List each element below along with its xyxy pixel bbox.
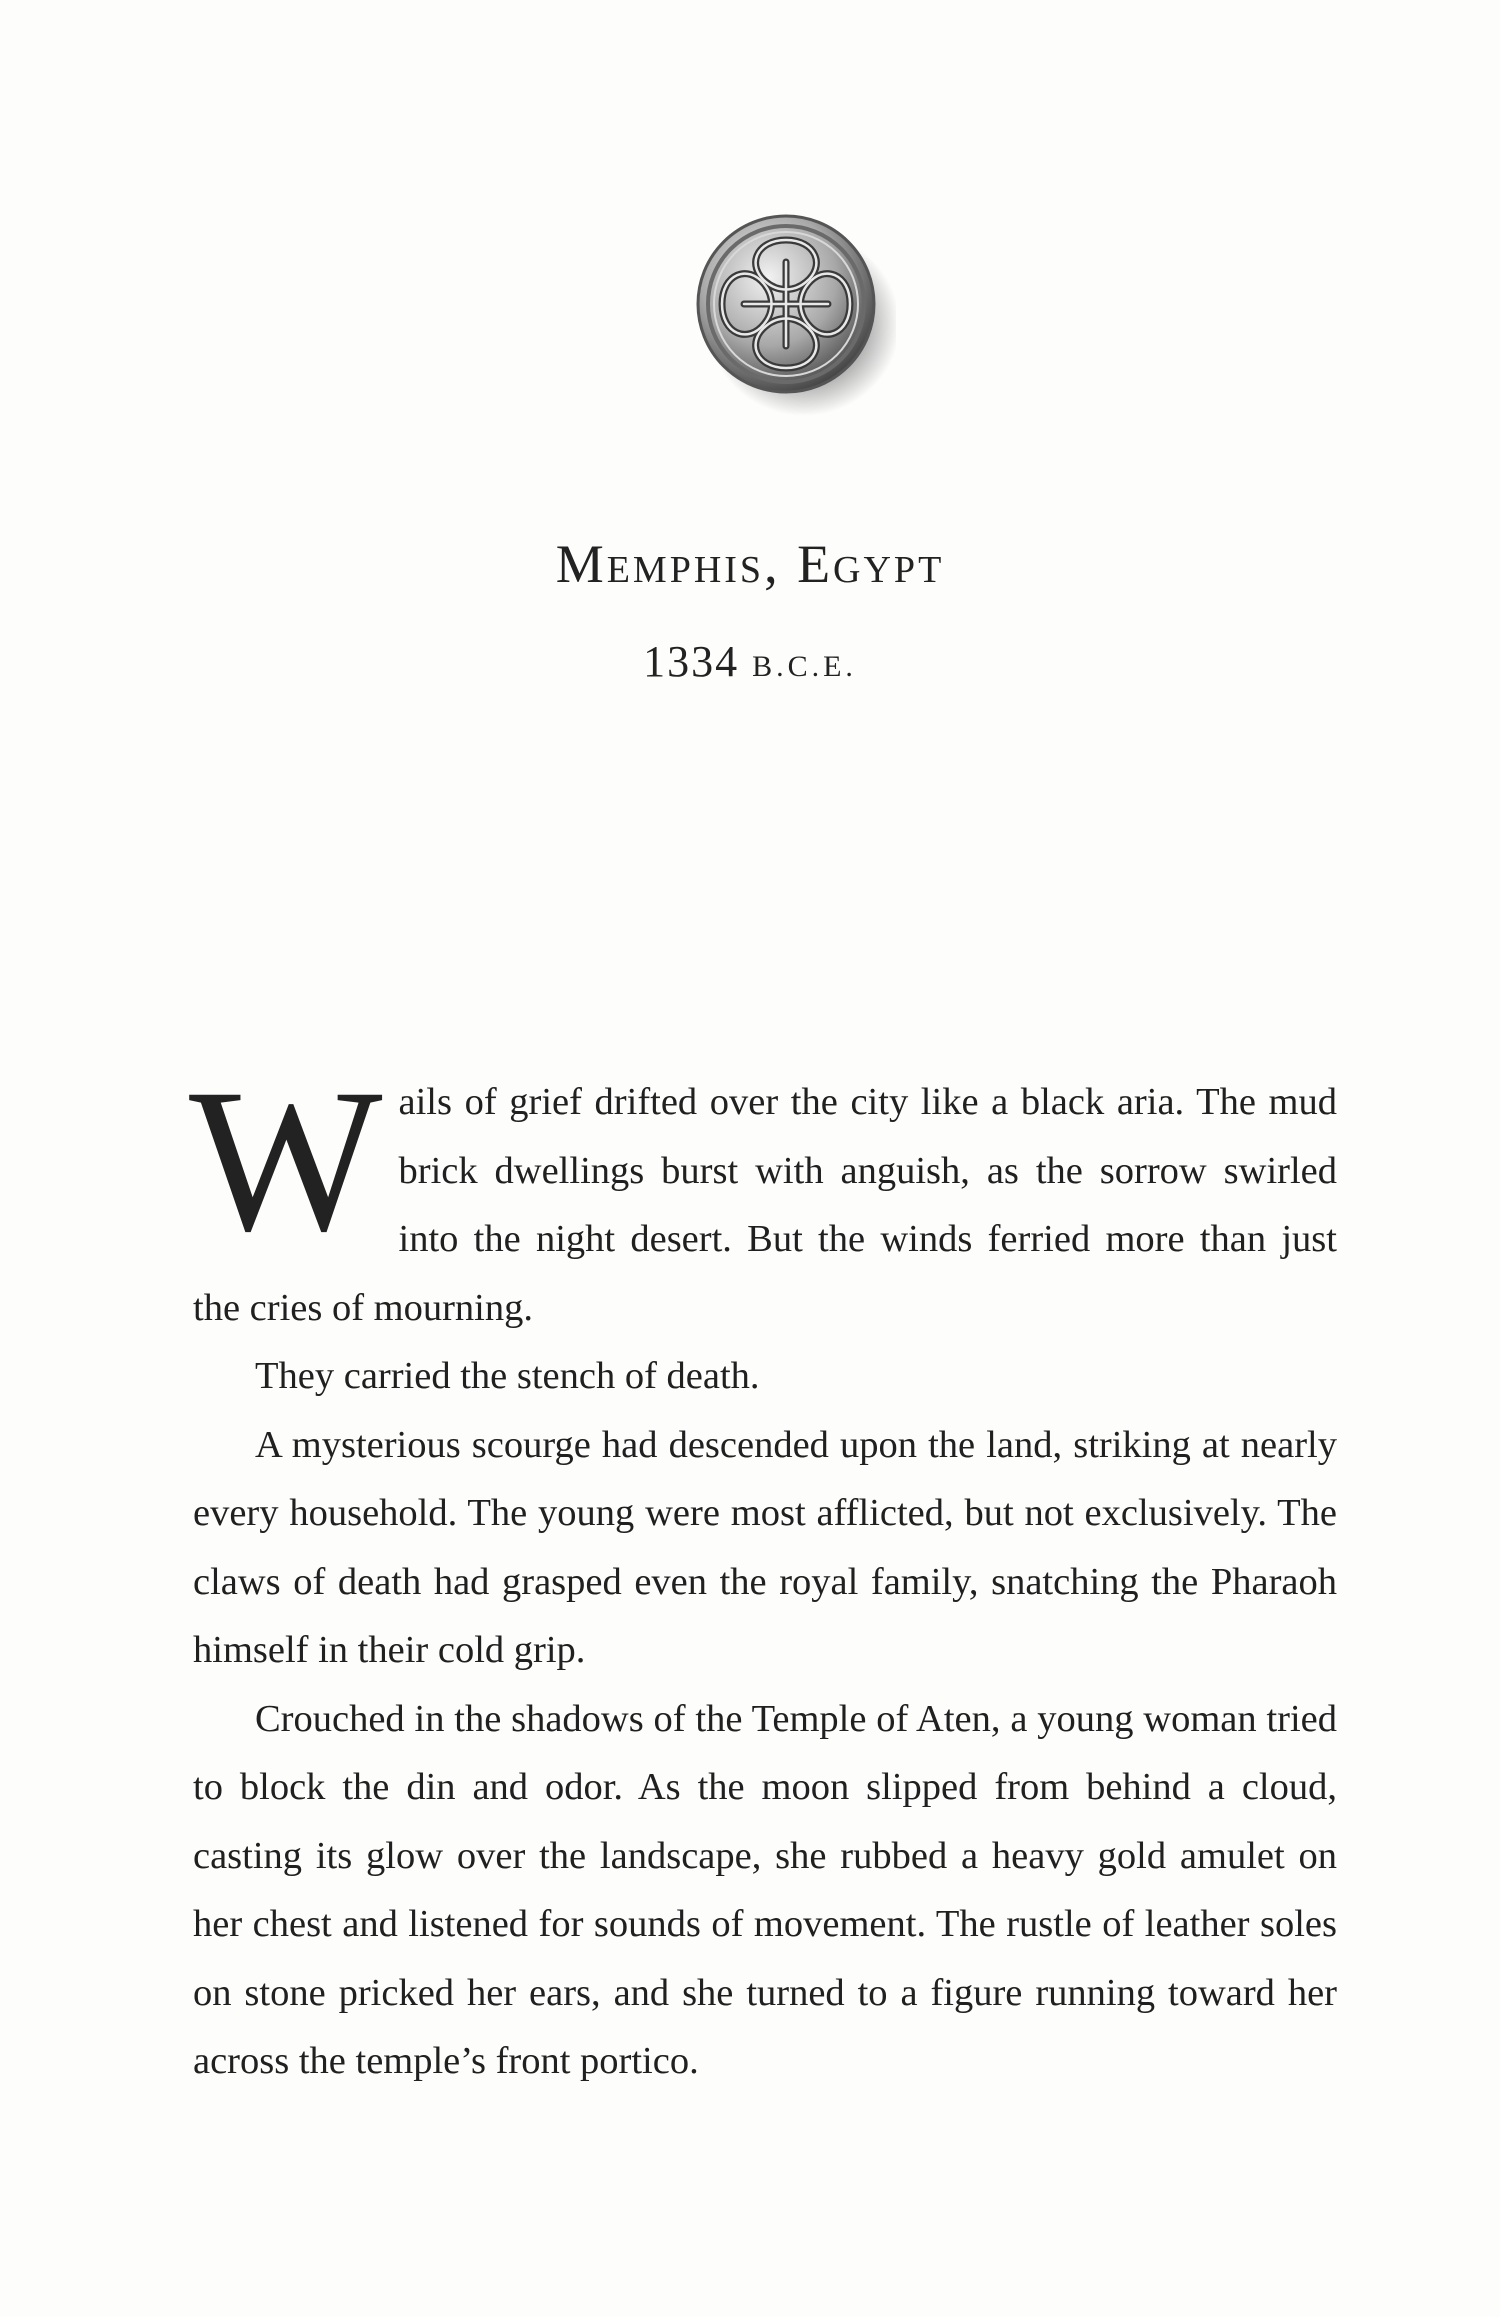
chapter-date-heading [0,636,1500,687]
chapter-year: 1334 [643,637,740,686]
celtic-knot-medallion-icon [676,196,896,416]
chapter-body [189,1047,1337,2096]
drop-cap: W [189,1047,383,1274]
chapter-era: B.C.E. [752,650,857,683]
paragraph-1 [189,1047,1337,1342]
paragraph-1-text: ails of grief drifted over the city like a black aria. The mud brick dwellings burst with anguish, as the sorrow swirled into the night desert. But the winds ferried more than just the cries of mourning. [193,1081,1337,1329]
paragraph-4: Crouched in the shadows of the Temple of Aten, a young woman tried to block the din and odor. As the moon slipped from behind a cloud, casting its glow over the landscape, she rubbed a heavy gold amulet on her chest and listened for sounds of movement. The rustle of leather soles on stone pricked her ears, and she turned to a figure running toward her across the temple’s front portico. [193,1697,1337,2082]
paragraph-3: A mysterious scourge had descended upon the land, striking at nearly every household. The young were most afflicted, but not exclusively. The claws of death had grasped even the royal family, snatching the Pharaoh himself in their cold grip. [193,1423,1337,1671]
paragraph-2: They carried the stench of death. [255,1355,760,1397]
chapter-location-heading: Memphis, Egypt [555,534,945,594]
